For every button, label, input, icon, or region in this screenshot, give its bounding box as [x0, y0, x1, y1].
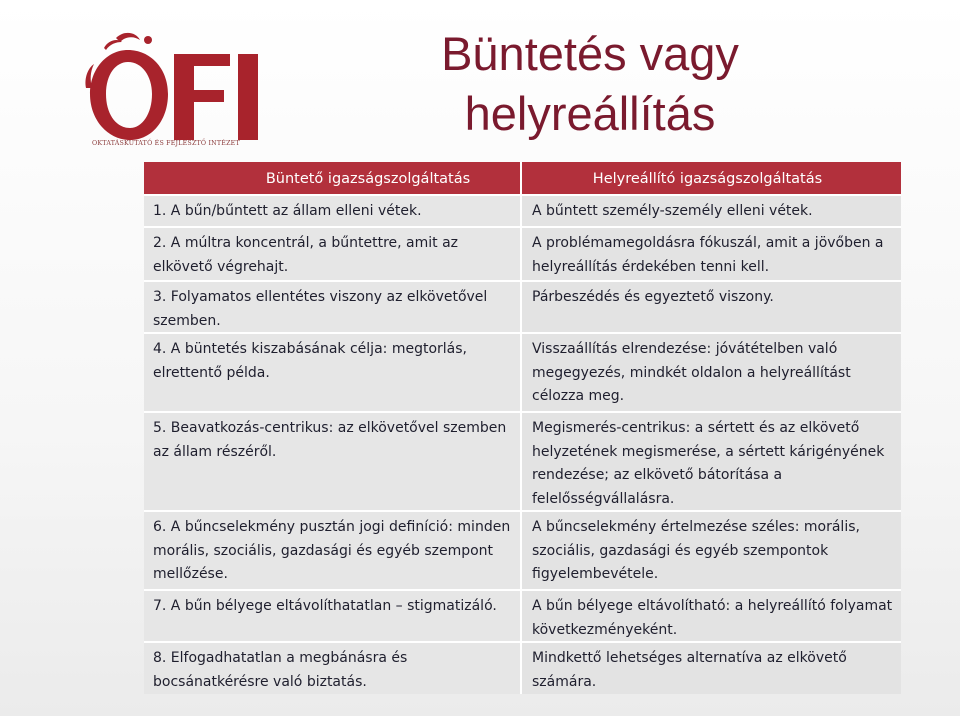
row-5-restorative: Megismerés-centrikus: a sértett és az elkövető helyzetének megismerése, a sértett kárigényének rendezése; az elkövető bátorítása a felelősségvállalásra.: [522, 413, 901, 510]
row-1-punitive: 1. A bűn/bűntett az állam elleni vétek.: [144, 196, 522, 226]
row-7-punitive: 7. A bűn bélyege eltávolíthatatlan – stigmatizáló.: [144, 591, 522, 641]
row-2-restorative: A problémamegoldásra fókuszál, amit a jövőben a helyreállítás érdekében tenni kell.: [522, 228, 901, 280]
row-6-punitive: 6. A bűncselekmény pusztán jogi definíció: minden morális, szociális, gazdasági és egyéb szempont mellőzése.: [144, 512, 522, 589]
header-restorative: Helyreállító igazságszolgáltatás: [522, 162, 901, 194]
row-2-punitive: 2. A múltra koncentrál, a bűntettre, amit az elkövető végrehajt.: [144, 228, 522, 280]
row-8-punitive: 8. Elfogadhatatlan a megbánásra és bocsánatkérésre való biztatás.: [144, 643, 522, 694]
row-3-restorative: Párbeszédés és egyeztető viszony.: [522, 282, 901, 332]
row-4-punitive: 4. A büntetés kiszabásának célja: megtorlás, elrettentő példa.: [144, 334, 522, 411]
row-5-punitive: 5. Beavatkozás-centrikus: az elkövetővel szemben az állam részéről.: [144, 413, 522, 510]
row-3-punitive: 3. Folyamatos ellentétes viszony az elkövetővel szemben.: [144, 282, 522, 332]
comparison-table: [144, 162, 901, 694]
row-8-restorative: Mindkettő lehetséges alternatíva az elkövető számára.: [522, 643, 901, 694]
row-1-restorative: A bűntett személy-személy elleni vétek.: [522, 196, 901, 226]
logo-i-letter: [238, 54, 258, 140]
logo-caption: OKTATÁSKUTATÓ ÉS FEJLESZTŐ INTÉZET: [92, 140, 240, 147]
page-title: Büntetés vagy helyreállítás: [441, 27, 739, 140]
header-punitive: Büntető igazságszolgáltatás: [144, 162, 522, 194]
row-6-restorative: A bűncselekmény értelmezése széles: morális, szociális, gazdasági és egyéb szempontok figyelembevétele.: [522, 512, 901, 589]
logo-o-mark: [85, 33, 168, 140]
ofi-logo: [78, 28, 278, 158]
row-4-restorative: Visszaállítás elrendezése: jóvátételben való megegyezés, mindkét oldalon a helyreállítást célozza meg.: [522, 334, 901, 411]
row-7-restorative: A bűn bélyege eltávolítható: a helyreállító folyamat következményeként.: [522, 591, 901, 641]
logo-f-letter: [174, 54, 230, 140]
